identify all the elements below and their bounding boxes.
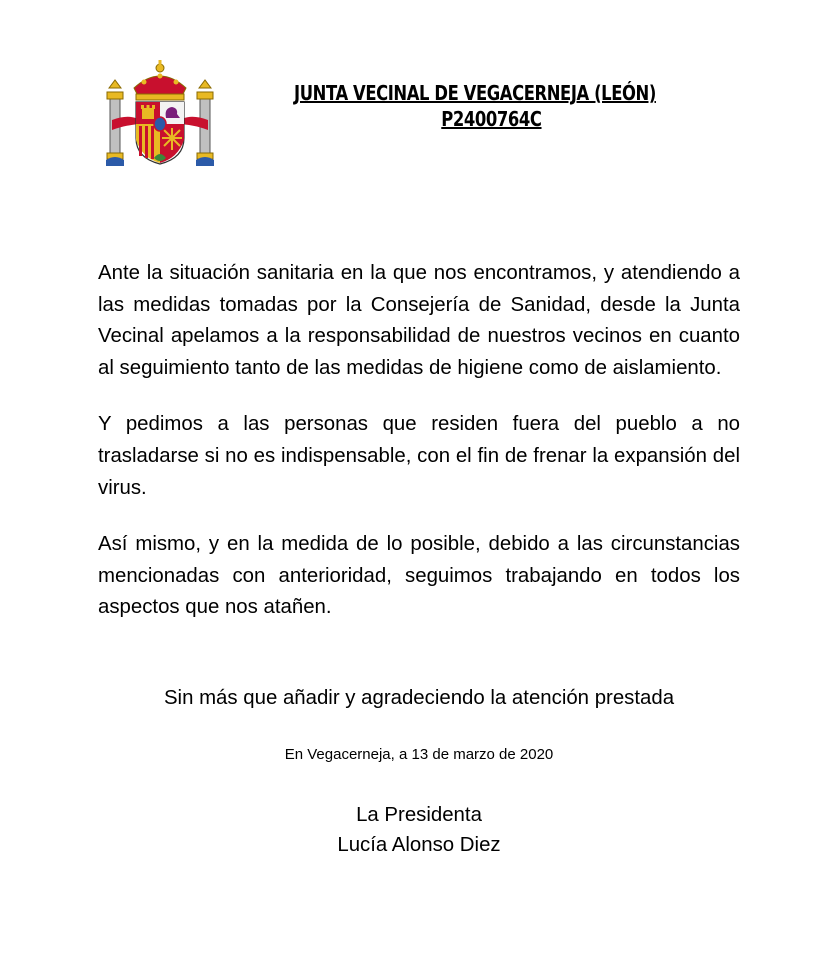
spanish-coat-of-arms-icon	[104, 58, 216, 170]
signature-block	[98, 800, 740, 860]
organization-name: JUNTA VECINAL DE VEGACERNEJA (LEÓN)	[294, 81, 656, 105]
closing-line: Sin más que añadir y agradeciendo la atención prestada	[163, 687, 675, 709]
date-line: En Vegacerneja, a 13 de marzo de 2020	[284, 746, 554, 763]
paragraph-2: Y pedimos a las personas que residen fuera del pueblo a no trasladarse si no es indispensable, con el fin de frenar la expansión del virus.	[98, 413, 740, 499]
organization-code: P2400764C	[441, 107, 542, 131]
signature-name: Lucía Alonso Diez	[337, 834, 501, 856]
document-body	[98, 258, 740, 649]
paragraph-1: Ante la situación sanitaria en la que nos encontramos, y atendiendo a las medidas tomadas por la Consejería de Sanidad, desde la Junta Vecinal apelamos a la responsabilidad de nuestros vecinos en cuanto al seguimiento tanto de las medidas de higiene como de aislamiento.	[98, 262, 740, 379]
paragraph-3: Así mismo, y en la medida de lo posible, debido a las circunstancias mencionadas con anterioridad, seguimos trabajando en todos los aspectos que nos atañen.	[98, 533, 740, 619]
signature-role: La Presidenta	[356, 804, 482, 826]
document-header	[282, 80, 667, 132]
